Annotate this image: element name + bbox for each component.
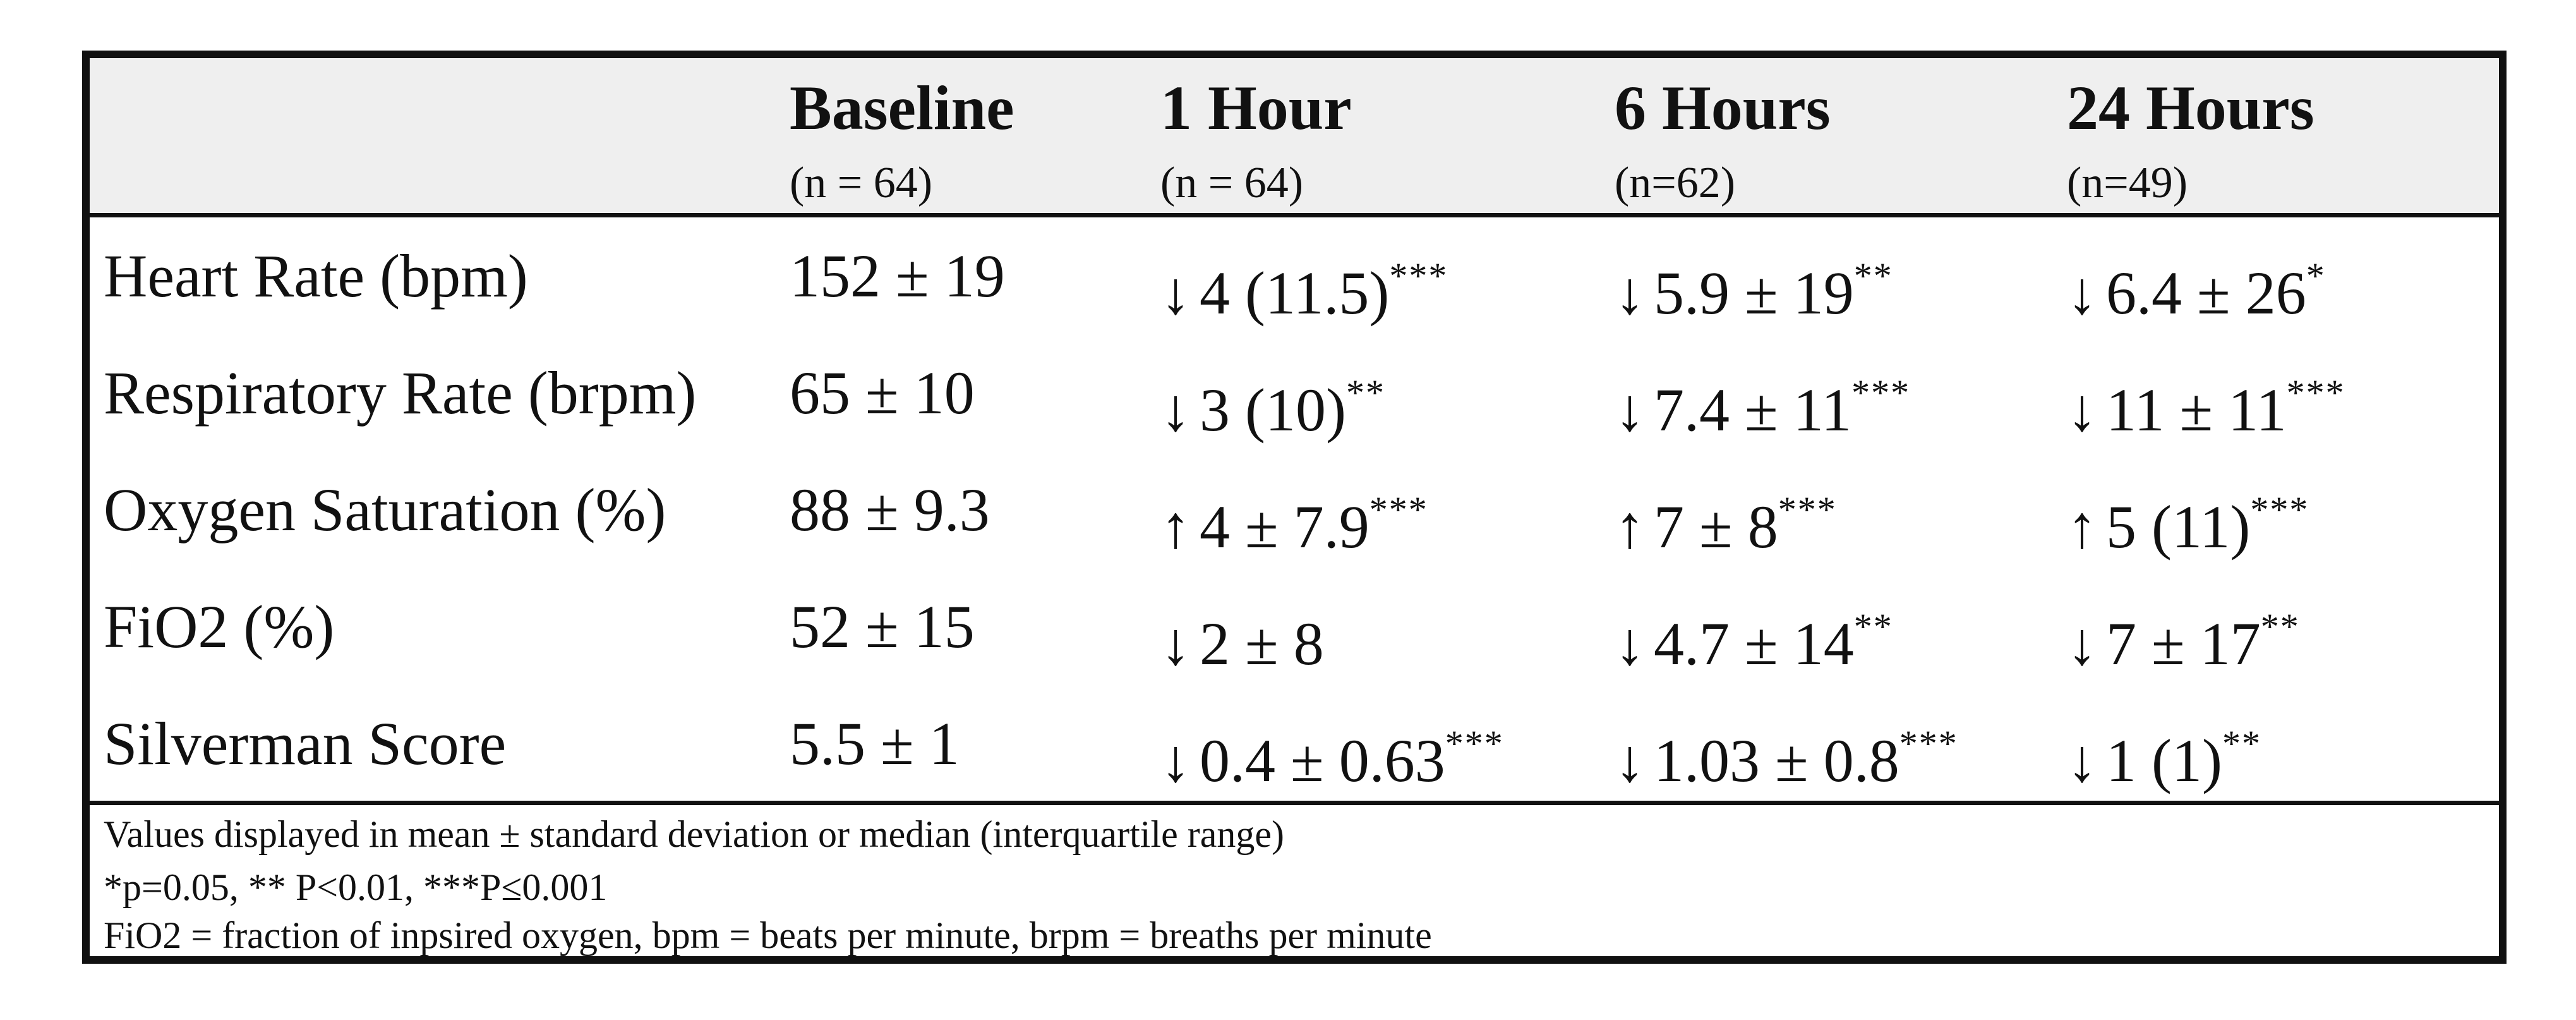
significance-marker: ** (2260, 606, 2300, 647)
significance-marker: *** (1445, 723, 1504, 764)
significance-marker: *** (1778, 489, 1837, 530)
significance-marker: *** (1389, 255, 1448, 296)
change-6-hours (1615, 568, 1893, 702)
change-arrow-icon: ↓ (2067, 376, 2097, 444)
row-label: Heart Rate (bpm) (104, 242, 528, 310)
table-row-fio2 (90, 568, 2499, 685)
change-arrow-icon: ↓ (2067, 610, 2097, 677)
change-value: 7 ± 8 (1654, 493, 1778, 561)
table-row-heart-rate (90, 217, 2499, 334)
change-24-hours (2067, 334, 2345, 468)
table-footnotes (90, 801, 2499, 964)
change-arrow-icon: ↓ (2067, 727, 2097, 794)
change-arrow-icon: ↓ (1615, 259, 1645, 327)
column-sample-size: (n=62) (1615, 159, 1736, 207)
baseline-value: 5.5 ± 1 (790, 710, 960, 777)
change-value: 0.4 ± 0.63 (1200, 727, 1445, 794)
row-label: Silverman Score (104, 710, 507, 777)
change-arrow-icon: ↓ (1160, 259, 1191, 327)
change-value: 4 ± 7.9 (1200, 493, 1369, 561)
change-6-hours (1615, 217, 1893, 351)
footnote-values: Values displayed in mean ± standard deviation or median (interquartile range) (104, 813, 1284, 855)
column-title: 1 Hour (1160, 73, 1352, 143)
significance-marker: *** (1369, 489, 1428, 530)
significance-marker: *** (2286, 372, 2345, 413)
change-arrow-icon: ↓ (1615, 727, 1645, 794)
change-1-hour (1160, 334, 1385, 468)
change-value: 1.03 ± 0.8 (1654, 727, 1899, 794)
change-1-hour (1160, 451, 1428, 585)
significance-marker: *** (1851, 372, 1911, 413)
change-value: 2 ± 8 (1200, 610, 1324, 677)
change-24-hours (2067, 568, 2300, 702)
change-arrow-icon: ↓ (1160, 610, 1191, 677)
change-value: 4 (11.5) (1200, 259, 1390, 327)
change-6-hours (1615, 334, 1910, 468)
change-6-hours (1615, 451, 1837, 585)
change-arrow-icon: ↓ (2067, 259, 2097, 327)
change-value: 5 (11) (2106, 493, 2251, 561)
significance-marker: ** (1853, 255, 1893, 296)
table-row-oxygen-saturation (90, 451, 2499, 568)
change-value: 7 ± 17 (2106, 610, 2261, 677)
column-sample-size: (n = 64) (790, 159, 933, 207)
change-6-hours (1615, 685, 1958, 819)
significance-marker: ** (1853, 606, 1893, 647)
change-value: 4.7 ± 14 (1654, 610, 1854, 677)
baseline-value: 152 ± 19 (790, 242, 1005, 310)
results-table (82, 51, 2507, 964)
significance-marker: ** (2222, 723, 2261, 764)
change-1-hour (1160, 568, 1324, 702)
change-arrow-icon: ↑ (1160, 493, 1191, 561)
column-title: 24 Hours (2067, 73, 2314, 143)
change-value: 7.4 ± 11 (1654, 376, 1852, 444)
change-24-hours (2067, 685, 2261, 819)
change-arrow-icon: ↓ (1160, 727, 1191, 794)
column-sample-size: (n=49) (2067, 159, 2188, 207)
row-label: Respiratory Rate (brpm) (104, 359, 697, 427)
column-title: Baseline (790, 73, 1014, 143)
baseline-value: 65 ± 10 (790, 359, 975, 427)
significance-marker: * (2306, 255, 2326, 296)
change-arrow-icon: ↑ (2067, 493, 2097, 561)
change-1-hour (1160, 685, 1504, 819)
row-label: Oxygen Saturation (%) (104, 476, 666, 543)
footnote-significance: *p=0.05, ** P<0.01, ***P≤0.001 (104, 866, 608, 908)
change-24-hours (2067, 451, 2309, 585)
change-value: 5.9 ± 19 (1654, 259, 1854, 327)
change-arrow-icon: ↓ (1615, 610, 1645, 677)
change-1-hour (1160, 217, 1448, 351)
change-value: 11 ± 11 (2106, 376, 2287, 444)
change-arrow-icon: ↓ (1160, 376, 1191, 444)
table-header (90, 58, 2499, 217)
column-sample-size: (n = 64) (1160, 159, 1304, 207)
table-row-respiratory-rate (90, 334, 2499, 451)
change-value: 6.4 ± 26 (2106, 259, 2306, 327)
significance-marker: *** (2250, 489, 2309, 530)
change-arrow-icon: ↓ (1615, 376, 1645, 444)
column-title: 6 Hours (1615, 73, 1831, 143)
change-value: 1 (1) (2106, 727, 2222, 794)
baseline-value: 88 ± 9.3 (790, 476, 990, 543)
change-24-hours (2067, 217, 2326, 351)
significance-marker: ** (1345, 372, 1385, 413)
significance-marker: *** (1899, 723, 1958, 764)
change-arrow-icon: ↑ (1615, 493, 1645, 561)
footnote-abbreviations: FiO2 = fraction of inpsired oxygen, bpm = beats per minute, brpm = breaths per minute (104, 914, 1432, 956)
row-label: FiO2 (%) (104, 593, 335, 660)
baseline-value: 52 ± 15 (790, 593, 975, 660)
table-row-silverman-score (90, 685, 2499, 802)
change-value: 3 (10) (1200, 376, 1346, 444)
